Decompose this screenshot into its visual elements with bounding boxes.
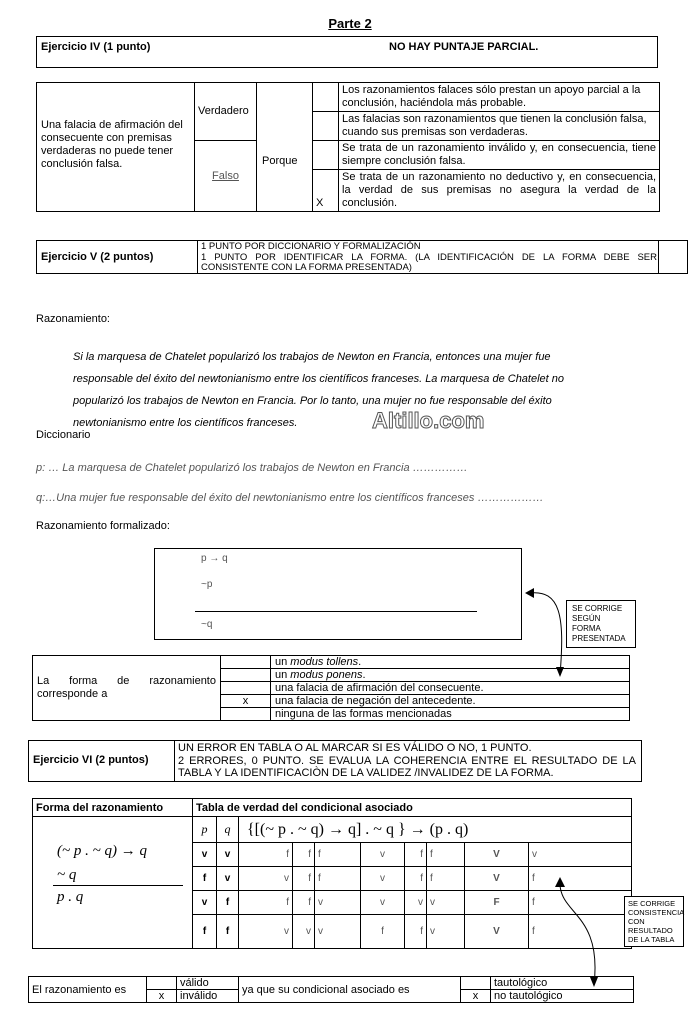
col-header-tabla: Tabla de verdad del condicional asociado: [193, 799, 632, 817]
truth-cell: v: [315, 915, 361, 949]
truth-q-value: f: [217, 915, 239, 949]
ex4-porque: Porque: [262, 155, 298, 167]
truth-p-value: f: [193, 915, 217, 949]
ex4-reason: Se trata de un razonamiento inválido y, en consecuencia, tiene siempre conclusión falsa.: [339, 141, 660, 170]
forma-mark: [221, 669, 271, 682]
ex5-header: [36, 240, 688, 274]
truth-cell: V: [465, 915, 529, 949]
ex4-statement: Una falacia de afirmación del consecuente con premisas verdaderas no puede tener conclusión falsa.: [41, 119, 183, 170]
diccionario-label: Diccionario: [36, 429, 91, 441]
truth-cell: f: [529, 867, 632, 891]
tauto-option: tautológico: [491, 977, 634, 990]
truth-cell: f: [293, 891, 315, 915]
ex6-title: Ejercicio VI (2 puntos): [33, 754, 149, 766]
forma-mark: [221, 708, 271, 721]
truth-cell: f: [293, 867, 315, 891]
formalized-box: [154, 548, 522, 640]
truth-cell: f: [293, 843, 315, 867]
ex4-reason: Las falacias son razonamientos que tienen la conclusión falsa, cuando sus premisas son verdaderas.: [339, 112, 660, 141]
truth-p-value: v: [193, 891, 217, 915]
valido-mark: [147, 977, 177, 990]
forma-option: ninguna de las formas mencionadas: [271, 708, 630, 721]
forma-option: una falacia de negación del antecedente.: [271, 695, 630, 708]
ex4-reason-mark: [313, 83, 339, 112]
part-title: Parte 2: [328, 16, 372, 31]
forma-label: La forma de razonamiento corresponde a: [33, 656, 221, 721]
tauto-mark: [461, 977, 491, 990]
truth-q-value: v: [217, 867, 239, 891]
var-p-header: p: [193, 817, 217, 843]
razonamiento-text: Si la marquesa de Chatelet popularizó los trabajos de Newton en Francia, entonces una mujer fue responsable del éxito del newtonianismo entre los científicos franceses. La marquesa de Chatelet no popularizó los trabajos de Newton en Francia. Por lo tanto, una mujer no fue responsable del éxito newtonianismo entre los científicos franceses.: [73, 351, 565, 429]
result-label: El razonamiento es: [29, 977, 147, 1003]
ex4-title: Ejercicio IV (1 punto): [41, 41, 151, 53]
ex4-reason: Se trata de un razonamiento no deductivo y, en consecuencia, la verdad de sus premisas no asegura la verdad de la conclusión.: [339, 170, 660, 212]
truth-cell: v: [427, 891, 465, 915]
watermark-logo: Altillo.com: [372, 408, 485, 433]
truth-cell: v: [529, 843, 632, 867]
truth-cell: v: [315, 891, 361, 915]
forma-mark: x: [221, 695, 271, 708]
invalido-option: inválido: [177, 990, 239, 1003]
truth-cell: f: [427, 843, 465, 867]
truth-cell: f: [405, 867, 427, 891]
truth-cell: v: [293, 915, 315, 949]
truth-cell: v: [361, 891, 405, 915]
truth-cell: f: [529, 915, 632, 949]
truth-cell: f: [427, 867, 465, 891]
truth-table: [32, 798, 632, 949]
forma-mark: [221, 682, 271, 695]
ex5-criterion: 1 PUNTO POR DICCIONARIO Y FORMALIZACIÓN: [201, 241, 421, 252]
forma-cell: [33, 817, 193, 949]
ex4-header: [36, 36, 658, 68]
dict-q: q:…Una mujer fue responsable del éxito del newtonianismo entre los científicos franceses ………………: [36, 492, 544, 504]
no-tauto-mark: x: [461, 990, 491, 1003]
col-header-forma: Forma del razonamiento: [33, 799, 193, 817]
forma-option: un modus ponens.: [271, 669, 630, 682]
ex4-reason-mark: [313, 141, 339, 170]
forma-option: una falacia de afirmación del consecuente.: [271, 682, 630, 695]
forma-mark: [221, 656, 271, 669]
ex4-true-option: Verdadero: [195, 83, 257, 141]
truth-cell: v: [239, 915, 293, 949]
truth-cell: F: [465, 891, 529, 915]
result-table: [28, 976, 634, 1003]
ya-que-label: ya que su condicional asociado es: [239, 977, 461, 1003]
no-tauto-option: no tautológico: [491, 990, 634, 1003]
forma-option: un modus tollens.: [271, 656, 630, 669]
ex4-note: NO HAY PUNTAJE PARCIAL.: [389, 41, 539, 53]
truth-q-value: f: [217, 891, 239, 915]
form-conclusion: p . q: [57, 889, 84, 905]
truth-cell: V: [465, 843, 529, 867]
dict-p: p: … La marquesa de Chatelet popularizó los trabajos de Newton en Francia ……………: [36, 462, 468, 474]
truth-cell: f: [405, 843, 427, 867]
var-q-header: q: [217, 817, 239, 843]
invalido-mark: x: [147, 990, 177, 1003]
conclusion-line: [195, 611, 477, 612]
truth-cell: f: [405, 915, 427, 949]
truth-cell: v: [427, 915, 465, 949]
ex6-side-note: SE CORRIGE CONSISTENCIA CON RESULTADO DE LA TABLA: [624, 896, 684, 947]
ex5-title: Ejercicio V (2 puntos): [41, 251, 154, 263]
ex4-reason-mark: X: [313, 170, 339, 212]
ex4-false-option: Falso: [195, 141, 257, 212]
conclusion: ~q: [201, 619, 213, 630]
ex4-reason: Los razonamientos falaces sólo prestan un apoyo parcial a la conclusión, haciéndola más probable.: [339, 83, 660, 112]
truth-cell: f: [529, 891, 632, 915]
truth-p-value: v: [193, 843, 217, 867]
premise-1: p → q: [201, 553, 228, 564]
valido-option: válido: [177, 977, 239, 990]
truth-cell: V: [465, 867, 529, 891]
form-premise-2: ~ q: [57, 867, 77, 883]
ex4-reason-mark: [313, 112, 339, 141]
truth-cell: f: [239, 843, 293, 867]
truth-cell: v: [405, 891, 427, 915]
ex6-criterion: 2 ERRORES, 0 PUNTO. SE EVALUA LA COHERENCIA ENTRE EL RESULTADO DE LA TABLA Y LA IDENTIFICACIÒN DE LA VALIDEZ /INVALIDEZ DE LA FORMA.: [178, 754, 636, 779]
razonamiento-label: Razonamiento:: [36, 313, 110, 325]
truth-cell: f: [239, 891, 293, 915]
forma-table: [32, 655, 630, 721]
ex6-header: [28, 740, 642, 782]
truth-cell: f: [361, 915, 405, 949]
truth-p-value: f: [193, 867, 217, 891]
formalizado-label: Razonamiento formalizado:: [36, 520, 170, 532]
ex5-criterion: 1 PUNTO POR IDENTIFICAR LA FORMA. (LA IDENTIFICACIÓN DE LA FORMA DEBE SER CONSISTENTE CON LA FORMA PRESENTADA): [201, 251, 657, 273]
ex5-side-note: SE CORRIGE SEGÚN FORMA PRESENTADA: [566, 600, 636, 648]
truth-cell: f: [315, 843, 361, 867]
form-premise-1: (~ p . ~ q) → q: [57, 843, 147, 859]
truth-cell: v: [239, 867, 293, 891]
truth-q-value: v: [217, 843, 239, 867]
truth-cell: f: [315, 867, 361, 891]
ex6-criterion: UN ERROR EN TABLA O AL MARCAR SI ES VÁLIDO O NO, 1 PUNTO.: [178, 742, 532, 754]
truth-cell: v: [361, 867, 405, 891]
truth-cell: v: [361, 843, 405, 867]
premise-2: ~p: [201, 579, 213, 590]
formula-header: {[(~ p . ~ q) → q] . ~ q } → (p . q): [239, 817, 632, 843]
